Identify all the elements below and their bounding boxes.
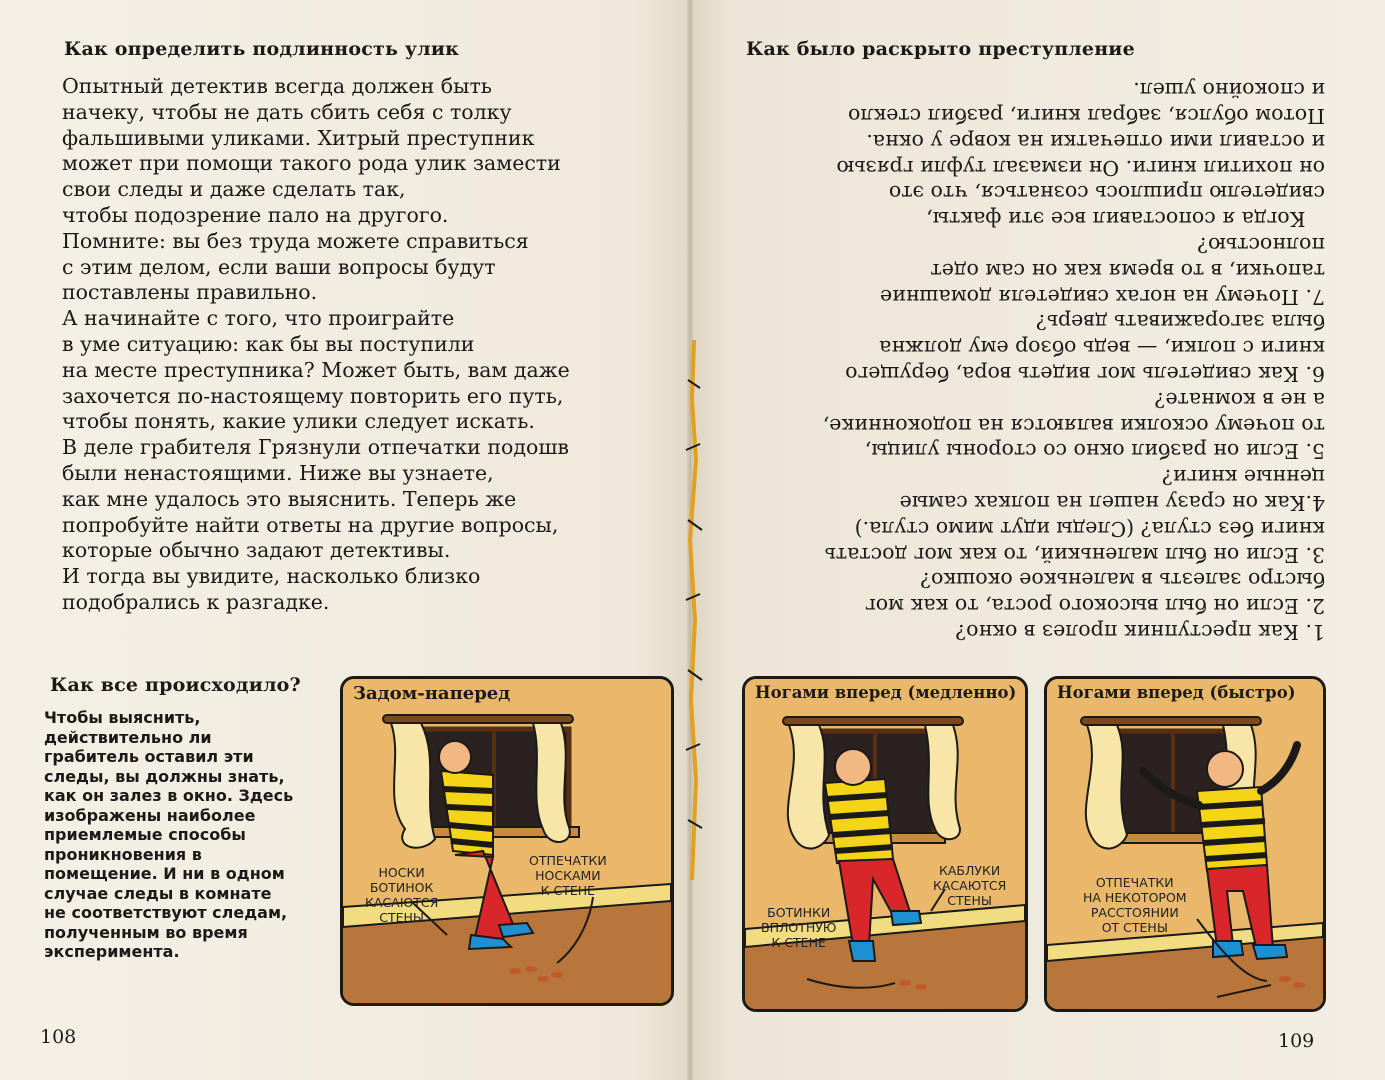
side-paragraph-line: Чтобы выяснить, xyxy=(44,708,201,727)
answer-line: и оставил ими отпечатки на ковре у окна. xyxy=(866,129,1325,154)
panel-slow-label-2: БОТИНКИ ВПЛОТНУЮ К СТЕНЕ xyxy=(761,905,837,950)
answer-line: 5. Если он разбил окно со стороны улицы, xyxy=(864,439,1325,464)
side-paragraph xyxy=(44,708,293,962)
left-paragraph xyxy=(62,74,570,616)
answer-line: 1. Как преступник пролез в окно? xyxy=(955,620,1325,644)
side-paragraph-line: следы, вы должны знать, xyxy=(44,766,285,786)
panel-fast-label-1: ОТПЕЧАТКИ НА НЕКОТОРОМ РАССТОЯНИИ ОТ СТЕНЫ xyxy=(1083,875,1187,935)
side-paragraph-line: помещение. И ни в одном xyxy=(44,864,285,883)
upside-down-answers xyxy=(784,76,1324,644)
upside-down-text xyxy=(784,76,1325,644)
paragraph-line: чтобы понять, какие улики следует искать. xyxy=(62,409,535,434)
answer-line: тапочки, в то время как он сам одет xyxy=(930,258,1325,283)
paragraph-line: Помните: вы без труда можете справиться xyxy=(62,228,529,253)
paragraph-line: фальшивыми уликами. Хитрый преступник xyxy=(62,125,535,150)
answer-line: книги с полки, — ведь обзор ему должна xyxy=(879,336,1325,361)
right-heading: Как было раскрыто преступление xyxy=(746,38,1135,60)
panel-feet-first-fast-title: Ногами вперед (быстро) xyxy=(1053,683,1300,702)
answer-line: свидетелю пришлось сознаться, что это xyxy=(888,181,1325,206)
feet-first-slow-illustration xyxy=(745,679,1025,1009)
paragraph-line: Опытный детектив всегда должен быть xyxy=(62,74,492,98)
paragraph-line: как мне удалось это выяснить. Теперь же xyxy=(62,486,517,511)
panel-backwards-label-2: ОТПЕЧАТКИ НОСКАМИ К СТЕНЕ xyxy=(529,853,607,898)
paragraph-line: захочется по-настоящему повторить его путь, xyxy=(62,383,564,408)
paragraph-line: были ненастоящими. Ниже вы узнаете, xyxy=(62,460,494,485)
paragraph-line: в уме ситуацию: как бы вы поступили xyxy=(62,331,475,356)
paragraph-line: начеку, чтобы не дать сбить себя с толку xyxy=(62,99,512,124)
pen-scribble xyxy=(676,340,710,880)
panel-slow-label-1: КАБЛУКИ КАСАЮТСЯ СТЕНЫ xyxy=(933,863,1007,908)
answer-line: он похитил книги. Он измазал туфли грязью xyxy=(836,155,1325,180)
panel-backwards-label-1: НОСКИ БОТИНОК КАСАЮТСЯ СТЕНЫ xyxy=(365,865,439,925)
backwards-illustration xyxy=(343,679,671,1003)
paragraph-line: попробуйте найти ответы на другие вопросы, xyxy=(62,512,559,537)
answer-line: 4.Как он сразу нашел на полках самые xyxy=(899,491,1325,516)
paragraph-line: которые обычно задают детективы. xyxy=(62,538,451,563)
panel-feet-first-slow-title: Ногами вперед (медленно) xyxy=(751,683,1020,702)
answer-line: 6. Как свидетель мог видеть вора, берущего xyxy=(845,362,1325,387)
paragraph-line: свои следы и даже сделать так, xyxy=(62,177,406,202)
answer-line: и спокойно ушел. xyxy=(1133,78,1325,103)
side-paragraph-line: изображены наиболее xyxy=(44,805,256,825)
left-heading: Как определить подлинность улик xyxy=(64,38,460,60)
paragraph-line: может при помощи такого рода улик замести xyxy=(62,151,561,176)
paragraph-line: подобрались к разгадке. xyxy=(62,589,330,614)
panel-backwards xyxy=(340,676,674,1006)
side-paragraph-line: действительно ли xyxy=(44,727,212,747)
feet-first-fast-illustration xyxy=(1047,679,1323,1009)
panel-feet-first-slow xyxy=(742,676,1028,1012)
panel-feet-first-fast xyxy=(1044,676,1326,1012)
side-paragraph-line: грабитель оставил эти xyxy=(44,747,254,766)
answer-line: полностью? xyxy=(1197,233,1325,258)
sub-heading: Как все происходило? xyxy=(50,674,301,696)
side-paragraph-line: полученным во время xyxy=(44,922,248,942)
paragraph-line: поставлены правильно. xyxy=(62,280,318,305)
answer-line: 2. Если он был высокого роста, то как мог xyxy=(864,594,1325,619)
panel-backwards-title: Задом-наперед xyxy=(349,683,514,704)
paragraph-line: В деле грабителя Грязнули отпечатки подошв xyxy=(62,435,569,460)
side-paragraph-line: проникновения в xyxy=(44,844,202,864)
answer-line: 3. Если он был маленький, то как мог достать xyxy=(824,542,1325,567)
side-paragraph-line: не соответствуют следам, xyxy=(44,903,288,922)
answer-line: быстро залезть в маленькое окошко? xyxy=(920,568,1325,593)
paragraph-line: А начинайте с того, что проиграйте xyxy=(62,306,455,331)
paragraph-line: И тогда вы увидите, насколько близко xyxy=(62,564,481,589)
answer-line: Когда я сопоставил все эти факты, xyxy=(926,207,1325,232)
page-number-left: 108 xyxy=(40,1026,77,1048)
answer-line: ценные книги? xyxy=(1161,465,1325,490)
paragraph-line: на месте преступника? Может быть, вам даже xyxy=(62,357,570,382)
answer-line: книги без стула? (Следы идут мимо стула.) xyxy=(854,516,1325,541)
paragraph-line: чтобы подозрение пало на другого. xyxy=(62,202,449,227)
side-paragraph-line: эксперимента. xyxy=(44,942,180,961)
side-paragraph-line: приемлемые способы xyxy=(44,825,246,844)
answer-line: Потом обулся, забрал книги, разбил стекло xyxy=(848,104,1325,129)
answer-line: а не в комнате? xyxy=(1154,387,1325,412)
page-number-right: 109 xyxy=(1278,1030,1315,1052)
answer-line: то почему осколки валяются на подоконнике, xyxy=(822,413,1325,438)
paragraph-line: с этим делом, если ваши вопросы будут xyxy=(62,254,496,279)
side-paragraph-line: как он залез в окно. Здесь xyxy=(44,786,294,805)
answer-line: была загораживать дверь? xyxy=(1035,310,1325,335)
answer-line: 7. Почему на ногах свидетеля домашние xyxy=(880,284,1325,309)
side-paragraph-line: случае следы в комнате xyxy=(44,883,272,903)
